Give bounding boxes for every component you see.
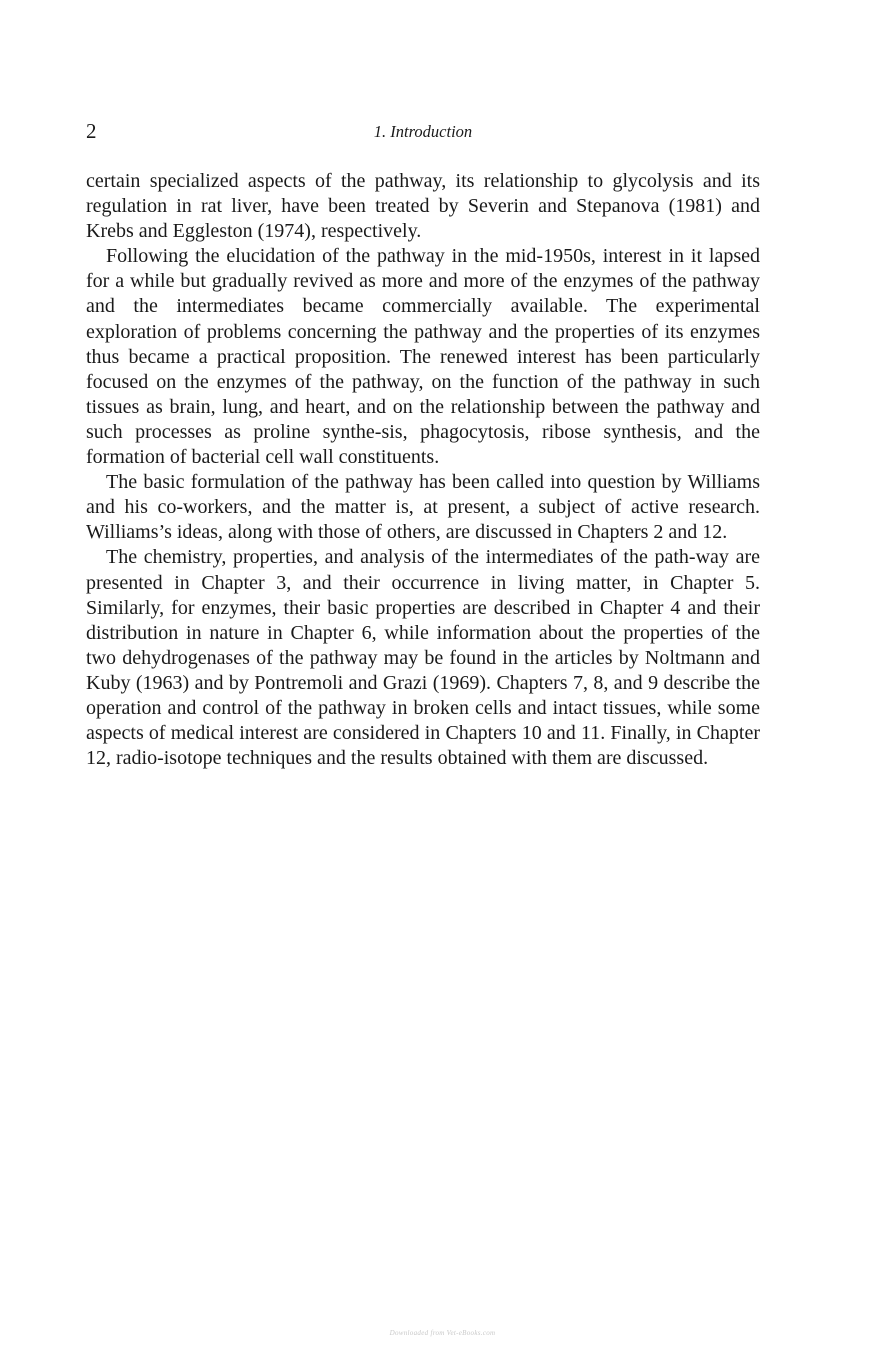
section-title: 1. Introduction: [373, 122, 473, 141]
paragraph-williams: The basic formulation of the pathway has been called into question by Williams and his co-workers, and the matter is, at present, a subject of active research. Williams’s ideas, along with those of others, are discussed in Chapters 2 and 12.: [86, 471, 760, 544]
paragraph-continuation: certain specialized aspects of the pathway, its relationship to glycolysis and its regulation in rat liver, have been treated by Severin and Stepanova (1981) and Krebs and Eggleston (1974), respectively.: [86, 170, 760, 243]
paragraph-elucidation: Following the elucidation of the pathway in the mid-1950s, interest in it lapsed for a while but gradually revived as more and more of the enzymes of the pathway and the intermediates became commercially available. The experimental exploration of problems concerning the pathway and the properties of its enzymes thus became a practical proposition. The renewed interest has been particularly focused on the enzymes of the pathway, on the function of the pathway in such tissues as brain, lung, and heart, and on the relationship between the pathway and such processes as proline synthe-sis, phagocytosis, ribose synthesis, and the formation of bacterial cell wall constituents.: [86, 245, 760, 469]
paragraph-chapters-overview: The chemistry, properties, and analysis of the intermediates of the path-way are presented in Chapter 3, and their occurrence in living matter, in Chapter 5. Similarly, for enzymes, their basic properties are described in Chapter 4 and their distribution in nature in Chapter 6, while information about the properties of the two dehydrogenases of the pathway may be found in the articles by Noltmann and Kuby (1963) and by Pontremoli and Grazi (1969). Chapters 7, 8, and 9 describe the operation and control of the pathway in broken cells and intact tissues, while some aspects of medical interest are considered in Chapters 10 and 11. Finally, in Chapter 12, radio-isotope techniques and the results obtained with them are discussed.: [86, 546, 760, 770]
body-text: [86, 169, 760, 771]
download-watermark: Downloaded from Vet-eBooks.com: [389, 1329, 496, 1337]
running-head: [86, 116, 760, 146]
page-number: 2: [86, 119, 97, 143]
